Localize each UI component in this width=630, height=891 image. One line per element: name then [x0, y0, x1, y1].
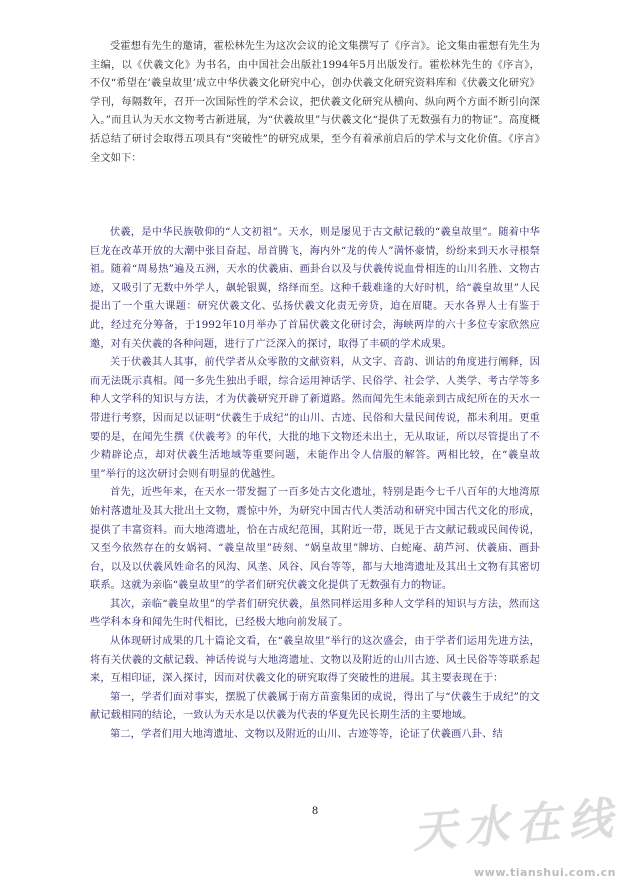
site-watermark-logo: 天水在线: [410, 792, 622, 859]
preface-quote-section: [90, 224, 540, 745]
quote-paragraph: 从体现研讨成果的几十篇论文看，在“羲皇故里”举行的这次盛会，由于学者们运用先进方法，将有关伏羲的文献记载、神话传说与大地湾遗址、文物以及附近的山川古迹、风土民俗等等联系起来，互相印证，深入探讨，因而对伏羲文化的研究取得了突破性的进展。其主要表现在于：: [90, 636, 540, 685]
quote-paragraph: 伏羲，是中华民族敬仰的“人文初祖”。天水，则是屡见于古文献记载的“羲皇故里”。随着中华巨龙在改革开放的大潮中张目奋起、昂首腾飞，海内外“龙的传人”满怀豪情，纷纷来到天水寻根祭祖。随着“周易热”遍及五洲，天水的伏羲庙、画卦台以及与伏羲传说血骨相连的山川名胜、文物古迹，又吸引了无数中外学人，飙轮银翼，络绎而至。这种千载难逢的大好时机，给“羲皇故里”人民提出了一个重大课题：研究伏羲文化、弘扬伏羲文化责无旁贷，迫在眉睫。天水各界人士有鉴于此，经过充分筹备，于1992年10月举办了首届伏羲文化研讨会，海峡两岸的六十多位专家欣然应邀，对有关伏羲的各种问题，进行了广泛深入的探讨，取得了丰硕的学术成果。: [90, 227, 540, 350]
quote-paragraph: 第二，学者们用大地湾遗址、文物以及附近的山川、古迹等等，论证了伏羲画八卦、结: [110, 729, 503, 741]
quote-paragraph: 其次，亲临“羲皇故里”的学者们研究伏羲，虽然同样运用多种人文学科的知识与方法，然而这些学科本身和闻先生时代相比，已经极大地向前发展了。: [90, 598, 540, 629]
quote-paragraph: 首先，近些年来，在天水一带发掘了一百多处古文化遗址，特别是距今七千八百年的大地湾原始村落遗址及其大批出土文物，震惊中外，为研究中国古代人类活动和研究中国古代文化的形成，提供了丰富资料。而大地湾遗址，恰在古成纪范围，其附近一带，既见于古文献记载或民间传说，又至今依然存在的女娲祠、“羲皇故里”砖刻、“娲皇故里”牌坊、白蛇庵、葫芦河、伏羲庙、画卦台，以及以伏羲风姓命名的风沟、风垄、风谷、风台等等，都与大地湾遗址及其出土文物有其密切联系。这就为亲临“羲皇故里”的学者们研究伏羲文化提供了无数强有力的物证。: [90, 487, 540, 592]
intro-paragraph: 受霍想有先生的邀请，霍松林先生为这次会议的论文集撰写了《序言》。论文集由霍想有先生为主编，以《伏羲文化》为书名，由中国社会出版社1994年5月出版发行。霍松林先生的《序言》，不仅“希望在‘羲皇故里’成立中华伏羲文化研究中心，创办伏羲文化研究资料库和《伏羲文化研究》学刊，每隔数年，召开一次国际性的学术会议，把伏羲文化研究从横向、纵向两个方面不断引向深入。”而且认为天水文物考古新进展，为“伏羲故里”与伏羲文化“提供了无数强有力的物证”。高度概括总结了研讨会取得五项具有“突破性”的研究成果，至今有着承前启后的学术与文化价值。《序言》全文如下：: [90, 41, 540, 164]
quote-paragraph: 第一，学者们面对事实，摆脱了伏羲属于南方苗蛮集团的成说，得出了与“伏羲生于成纪”的文献记载相同的结论，一致认为天水是以伏羲为代表的华夏先民长期生活的主要地域。: [90, 691, 540, 722]
intro-section: [90, 38, 540, 168]
quote-paragraph: 关于伏羲其人其事，前代学者从众零散的文献资料，从文字、音韵、训诂的角度进行阐释，因而无法既示真相。闻一多先生独出手眼，综合运用神话学、民俗学、社会学、人类学、考古学等多种人文学科的知识与方法，才为伏羲研究开辟了新道路。然而闻先生未能亲到古成纪所在的天水一带进行考察，因而足以证明“伏羲生于成纪”的山川、古迹、民俗和大量民间传说，都未利用。更重要的是，在闻先生撰《伏羲考》的年代，大批的地下文物还未出土，无从取证，所以尽管提出了不少精辟论点，却对伏羲生活地域等重要问题，未能作出令人信服的解答。两相比较，在“羲皇故里”举行的这次研讨会则有明显的优越性。: [90, 357, 540, 480]
page-number: 8: [311, 806, 319, 817]
site-watermark-url: www.tianshui.com.cn: [474, 866, 616, 879]
